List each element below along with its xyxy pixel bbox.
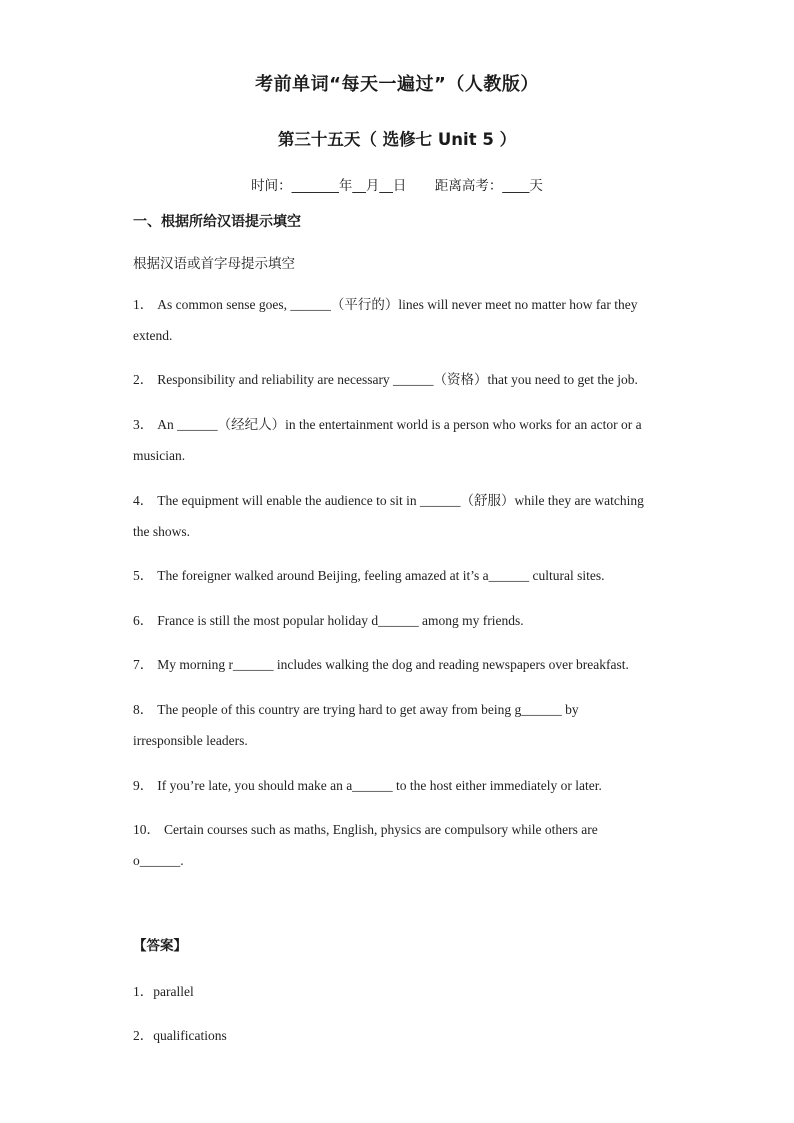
- question-number: 3．: [133, 417, 154, 432]
- question-text: If you’re late, you should make an a______ to the host either immediately or later.: [157, 778, 602, 793]
- page-title: 考前单词“每天一遍过”（人教版）: [255, 74, 539, 95]
- question-number: 2．: [133, 372, 154, 387]
- question-text-cont: o______.: [133, 853, 184, 868]
- answer-number: 1．: [133, 984, 154, 999]
- section-heading: 一、根据所给汉语提示填空: [133, 214, 301, 230]
- question-3: [133, 409, 673, 471]
- question-text: As common sense goes, ______（平行的）lines will never meet no matter how far they: [157, 297, 638, 312]
- time-label: 时间：_______年__月__日: [251, 178, 407, 194]
- question-text: The people of this country are trying hard to get away from being g______ by: [157, 702, 579, 717]
- question-text-cont: musician.: [133, 448, 186, 463]
- question-number: 5．: [133, 568, 154, 583]
- question-2: [133, 364, 673, 395]
- question-number: 10．: [133, 822, 160, 837]
- page-subtitle: 第三十五天（ 选修七 Unit 5 ）: [277, 130, 517, 149]
- answer-text: qualifications: [153, 1028, 227, 1043]
- question-text: Certain courses such as maths, English, physics are compulsory while others are: [164, 822, 598, 837]
- answer-number: 2．: [133, 1028, 154, 1043]
- question-number: 9．: [133, 778, 154, 793]
- question-1: [133, 289, 673, 351]
- question-10: [133, 814, 673, 876]
- question-number: 4．: [133, 493, 154, 508]
- question-7: [133, 649, 673, 680]
- question-text-cont: extend.: [133, 328, 173, 343]
- question-5: [133, 560, 673, 591]
- question-number: 6．: [133, 613, 154, 628]
- question-6: [133, 605, 673, 636]
- question-text-cont: irresponsible leaders.: [133, 733, 248, 748]
- question-number: 8．: [133, 702, 154, 717]
- question-text: The equipment will enable the audience to sit in ______（舒服）while they are watching: [157, 493, 644, 508]
- section-instruction: 根据汉语或首字母提示填空: [133, 256, 295, 272]
- question-9: [133, 770, 673, 801]
- date-line: [0, 174, 794, 194]
- question-text: The foreigner walked around Beijing, feeling amazed at it’s a______ cultural sites.: [157, 568, 605, 583]
- question-text: An ______（经纪人）in the entertainment world is a person who works for an actor or a: [157, 417, 642, 432]
- question-text: My morning r______ includes walking the dog and reading newspapers over breakfast.: [157, 657, 629, 672]
- question-number: 7．: [133, 657, 154, 672]
- question-4: [133, 485, 673, 547]
- countdown-label: 距离高考：____天: [434, 178, 543, 194]
- question-text-cont: the shows.: [133, 524, 190, 539]
- answer-item-1: [133, 980, 194, 1000]
- question-text: France is still the most popular holiday d______ among my friends.: [157, 613, 524, 628]
- question-text: Responsibility and reliability are necessary ______（资格）that you need to get the job.: [157, 372, 638, 387]
- answer-item-2: [133, 1024, 227, 1044]
- answer-text: parallel: [153, 984, 194, 999]
- answer-heading: 【答案】: [133, 938, 187, 954]
- question-number: 1．: [133, 297, 154, 312]
- question-8: [133, 694, 673, 756]
